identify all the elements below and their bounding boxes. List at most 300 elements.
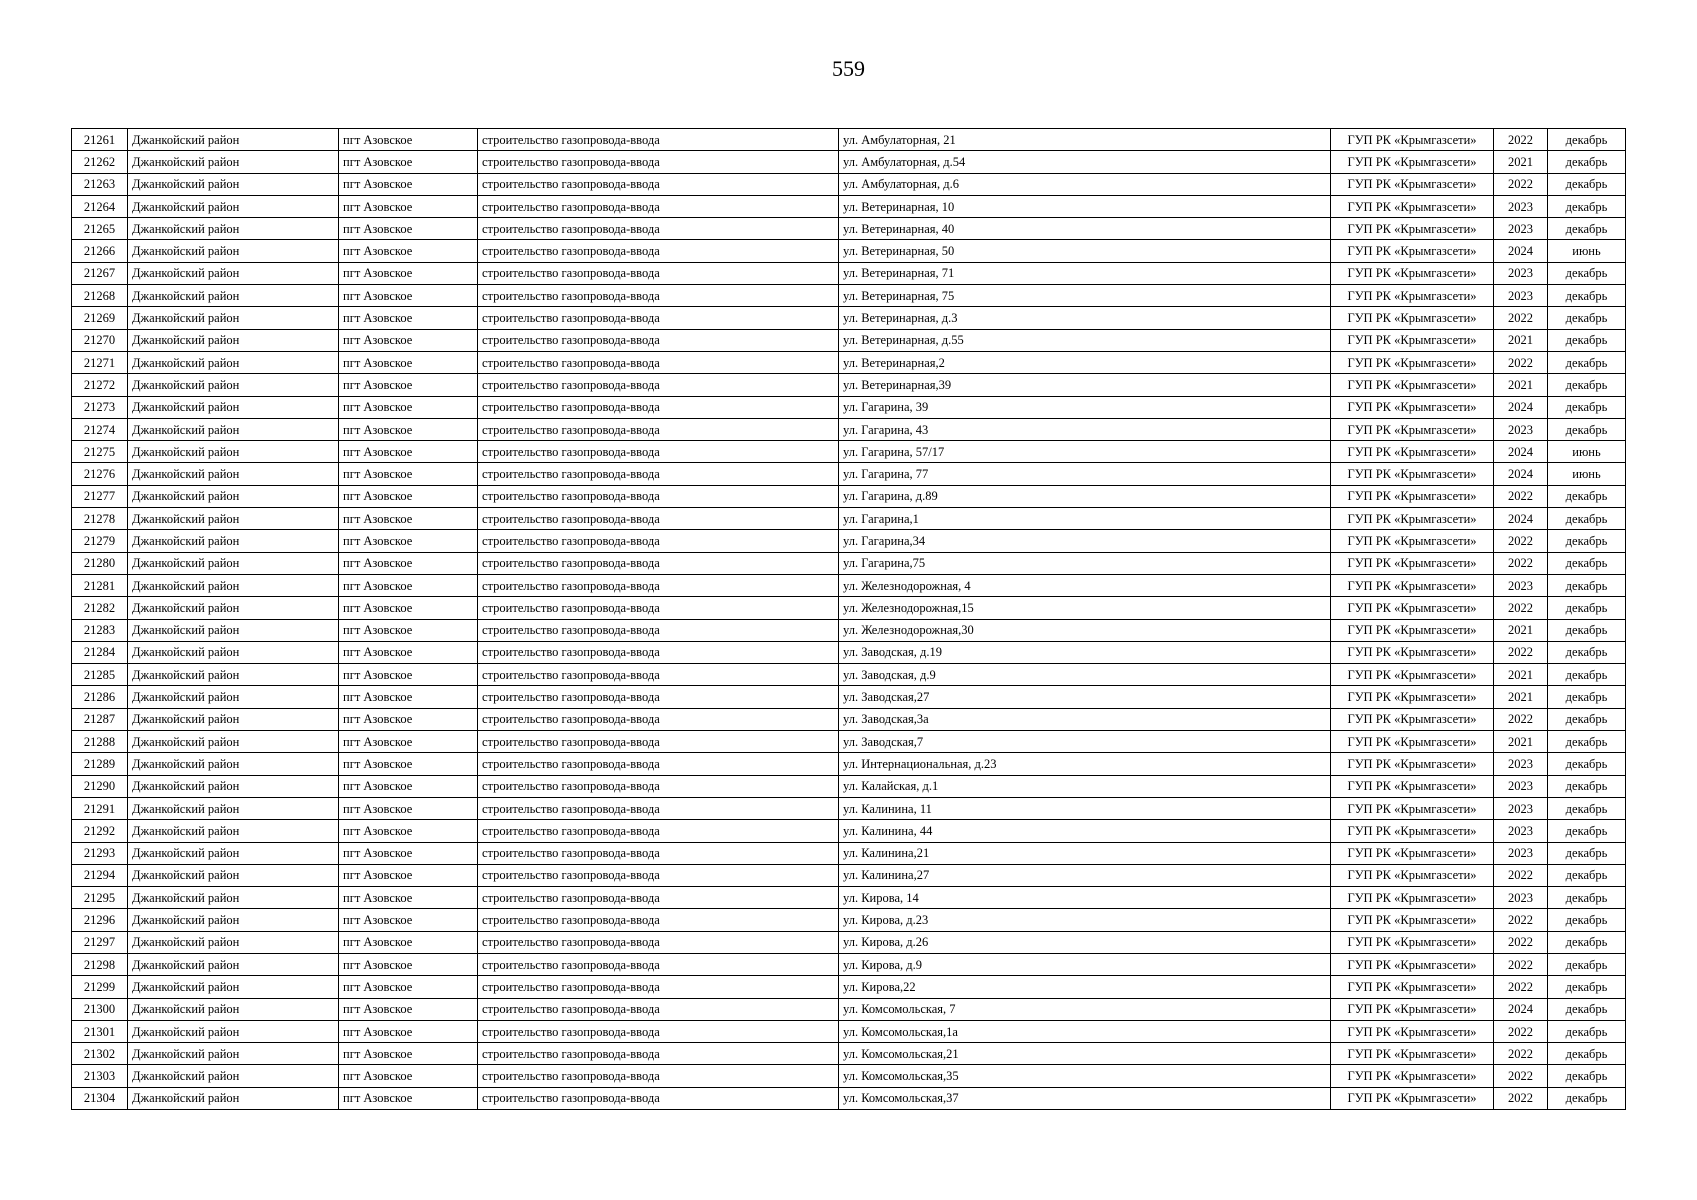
month-cell: декабрь <box>1548 1020 1626 1042</box>
month-cell: декабрь <box>1548 1043 1626 1065</box>
work-type-cell: строительство газопровода-ввода <box>478 864 839 886</box>
table-row <box>72 151 1626 173</box>
address-cell: ул. Ветеринарная, д.3 <box>839 307 1331 329</box>
row-number: 21278 <box>72 508 128 530</box>
row-number: 21285 <box>72 664 128 686</box>
district-cell: Джанкойский район <box>128 820 339 842</box>
month-cell: декабрь <box>1548 307 1626 329</box>
organization-cell: ГУП РК «Крымгазсети» <box>1331 151 1494 173</box>
year-cell: 2022 <box>1494 597 1548 619</box>
settlement-cell: пгт Азовское <box>339 976 478 998</box>
work-type-cell: строительство газопровода-ввода <box>478 909 839 931</box>
row-number: 21303 <box>72 1065 128 1087</box>
year-cell: 2022 <box>1494 976 1548 998</box>
year-cell: 2023 <box>1494 418 1548 440</box>
address-cell: ул. Ветеринарная, 10 <box>839 195 1331 217</box>
month-cell: июнь <box>1548 463 1626 485</box>
year-cell: 2022 <box>1494 351 1548 373</box>
organization-cell: ГУП РК «Крымгазсети» <box>1331 664 1494 686</box>
organization-cell: ГУП РК «Крымгазсети» <box>1331 574 1494 596</box>
district-cell: Джанкойский район <box>128 151 339 173</box>
address-cell: ул. Ветеринарная,39 <box>839 374 1331 396</box>
settlement-cell: пгт Азовское <box>339 842 478 864</box>
work-type-cell: строительство газопровода-ввода <box>478 1020 839 1042</box>
month-cell: декабрь <box>1548 351 1626 373</box>
month-cell: декабрь <box>1548 508 1626 530</box>
year-cell: 2021 <box>1494 151 1548 173</box>
year-cell: 2022 <box>1494 1087 1548 1109</box>
work-type-cell: строительство газопровода-ввода <box>478 1065 839 1087</box>
address-cell: ул. Калинина, 44 <box>839 820 1331 842</box>
address-cell: ул. Гагарина, д.89 <box>839 485 1331 507</box>
month-cell: декабрь <box>1548 864 1626 886</box>
settlement-cell: пгт Азовское <box>339 329 478 351</box>
settlement-cell: пгт Азовское <box>339 664 478 686</box>
work-type-cell: строительство газопровода-ввода <box>478 374 839 396</box>
district-cell: Джанкойский район <box>128 842 339 864</box>
settlement-cell: пгт Азовское <box>339 240 478 262</box>
year-cell: 2023 <box>1494 218 1548 240</box>
work-type-cell: строительство газопровода-ввода <box>478 552 839 574</box>
address-cell: ул. Калайская, д.1 <box>839 775 1331 797</box>
settlement-cell: пгт Азовское <box>339 508 478 530</box>
address-cell: ул. Комсомольская, 7 <box>839 998 1331 1020</box>
organization-cell: ГУП РК «Крымгазсети» <box>1331 262 1494 284</box>
address-cell: ул. Калинина,21 <box>839 842 1331 864</box>
settlement-cell: пгт Азовское <box>339 463 478 485</box>
year-cell: 2021 <box>1494 664 1548 686</box>
settlement-cell: пгт Азовское <box>339 396 478 418</box>
address-cell: ул. Амбулаторная, 21 <box>839 129 1331 151</box>
address-cell: ул. Заводская,27 <box>839 686 1331 708</box>
settlement-cell: пгт Азовское <box>339 129 478 151</box>
address-cell: ул. Комсомольская,21 <box>839 1043 1331 1065</box>
table-row <box>72 619 1626 641</box>
month-cell: декабрь <box>1548 976 1626 998</box>
settlement-cell: пгт Азовское <box>339 530 478 552</box>
address-cell: ул. Комсомольская,37 <box>839 1087 1331 1109</box>
work-type-cell: строительство газопровода-ввода <box>478 953 839 975</box>
district-cell: Джанкойский район <box>128 686 339 708</box>
table-row <box>72 329 1626 351</box>
row-number: 21280 <box>72 552 128 574</box>
work-type-cell: строительство газопровода-ввода <box>478 708 839 730</box>
district-cell: Джанкойский район <box>128 797 339 819</box>
address-cell: ул. Интернациональная, д.23 <box>839 753 1331 775</box>
year-cell: 2022 <box>1494 307 1548 329</box>
registry-body <box>72 129 1626 1110</box>
organization-cell: ГУП РК «Крымгазсети» <box>1331 686 1494 708</box>
table-row <box>72 285 1626 307</box>
settlement-cell: пгт Азовское <box>339 864 478 886</box>
address-cell: ул. Гагарина, 57/17 <box>839 441 1331 463</box>
year-cell: 2022 <box>1494 129 1548 151</box>
organization-cell: ГУП РК «Крымгазсети» <box>1331 396 1494 418</box>
address-cell: ул. Гагарина, 43 <box>839 418 1331 440</box>
settlement-cell: пгт Азовское <box>339 731 478 753</box>
table-row <box>72 820 1626 842</box>
row-number: 21265 <box>72 218 128 240</box>
work-type-cell: строительство газопровода-ввода <box>478 574 839 596</box>
table-row <box>72 864 1626 886</box>
year-cell: 2022 <box>1494 1020 1548 1042</box>
settlement-cell: пгт Азовское <box>339 552 478 574</box>
settlement-cell: пгт Азовское <box>339 218 478 240</box>
settlement-cell: пгт Азовское <box>339 753 478 775</box>
work-type-cell: строительство газопровода-ввода <box>478 641 839 663</box>
year-cell: 2024 <box>1494 396 1548 418</box>
district-cell: Джанкойский район <box>128 731 339 753</box>
month-cell: декабрь <box>1548 731 1626 753</box>
work-type-cell: строительство газопровода-ввода <box>478 597 839 619</box>
table-row <box>72 1065 1626 1087</box>
year-cell: 2023 <box>1494 797 1548 819</box>
district-cell: Джанкойский район <box>128 262 339 284</box>
address-cell: ул. Заводская,7 <box>839 731 1331 753</box>
year-cell: 2022 <box>1494 485 1548 507</box>
organization-cell: ГУП РК «Крымгазсети» <box>1331 887 1494 909</box>
district-cell: Джанкойский район <box>128 887 339 909</box>
year-cell: 2023 <box>1494 820 1548 842</box>
settlement-cell: пгт Азовское <box>339 820 478 842</box>
organization-cell: ГУП РК «Крымгазсети» <box>1331 418 1494 440</box>
month-cell: декабрь <box>1548 530 1626 552</box>
district-cell: Джанкойский район <box>128 1020 339 1042</box>
organization-cell: ГУП РК «Крымгазсети» <box>1331 1065 1494 1087</box>
address-cell: ул. Кирова, д.26 <box>839 931 1331 953</box>
settlement-cell: пгт Азовское <box>339 931 478 953</box>
district-cell: Джанкойский район <box>128 307 339 329</box>
year-cell: 2023 <box>1494 262 1548 284</box>
table-row <box>72 731 1626 753</box>
work-type-cell: строительство газопровода-ввода <box>478 1087 839 1109</box>
settlement-cell: пгт Азовское <box>339 151 478 173</box>
table-row <box>72 129 1626 151</box>
address-cell: ул. Кирова, д.9 <box>839 953 1331 975</box>
settlement-cell: пгт Азовское <box>339 374 478 396</box>
organization-cell: ГУП РК «Крымгазсети» <box>1331 1043 1494 1065</box>
address-cell: ул. Калинина, 11 <box>839 797 1331 819</box>
district-cell: Джанкойский район <box>128 597 339 619</box>
month-cell: декабрь <box>1548 820 1626 842</box>
work-type-cell: строительство газопровода-ввода <box>478 530 839 552</box>
month-cell: декабрь <box>1548 329 1626 351</box>
settlement-cell: пгт Азовское <box>339 574 478 596</box>
address-cell: ул. Железнодорожная,30 <box>839 619 1331 641</box>
address-cell: ул. Ветеринарная, 50 <box>839 240 1331 262</box>
settlement-cell: пгт Азовское <box>339 775 478 797</box>
month-cell: декабрь <box>1548 909 1626 931</box>
organization-cell: ГУП РК «Крымгазсети» <box>1331 285 1494 307</box>
row-number: 21288 <box>72 731 128 753</box>
work-type-cell: строительство газопровода-ввода <box>478 418 839 440</box>
year-cell: 2023 <box>1494 775 1548 797</box>
row-number: 21290 <box>72 775 128 797</box>
organization-cell: ГУП РК «Крымгазсети» <box>1331 351 1494 373</box>
work-type-cell: строительство газопровода-ввода <box>478 1043 839 1065</box>
row-number: 21262 <box>72 151 128 173</box>
table-row <box>72 351 1626 373</box>
year-cell: 2022 <box>1494 708 1548 730</box>
year-cell: 2023 <box>1494 753 1548 775</box>
settlement-cell: пгт Азовское <box>339 418 478 440</box>
table-row <box>72 218 1626 240</box>
work-type-cell: строительство газопровода-ввода <box>478 887 839 909</box>
organization-cell: ГУП РК «Крымгазсети» <box>1331 307 1494 329</box>
district-cell: Джанкойский район <box>128 931 339 953</box>
district-cell: Джанкойский район <box>128 173 339 195</box>
district-cell: Джанкойский район <box>128 508 339 530</box>
organization-cell: ГУП РК «Крымгазсети» <box>1331 552 1494 574</box>
row-number: 21282 <box>72 597 128 619</box>
address-cell: ул. Калинина,27 <box>839 864 1331 886</box>
address-cell: ул. Заводская, д.9 <box>839 664 1331 686</box>
table-row <box>72 307 1626 329</box>
organization-cell: ГУП РК «Крымгазсети» <box>1331 597 1494 619</box>
settlement-cell: пгт Азовское <box>339 641 478 663</box>
month-cell: декабрь <box>1548 797 1626 819</box>
row-number: 21272 <box>72 374 128 396</box>
organization-cell: ГУП РК «Крымгазсети» <box>1331 329 1494 351</box>
work-type-cell: строительство газопровода-ввода <box>478 463 839 485</box>
district-cell: Джанкойский район <box>128 864 339 886</box>
work-type-cell: строительство газопровода-ввода <box>478 329 839 351</box>
year-cell: 2022 <box>1494 641 1548 663</box>
year-cell: 2021 <box>1494 329 1548 351</box>
work-type-cell: строительство газопровода-ввода <box>478 797 839 819</box>
year-cell: 2023 <box>1494 285 1548 307</box>
month-cell: декабрь <box>1548 396 1626 418</box>
work-type-cell: строительство газопровода-ввода <box>478 262 839 284</box>
row-number: 21289 <box>72 753 128 775</box>
organization-cell: ГУП РК «Крымгазсети» <box>1331 1087 1494 1109</box>
row-number: 21270 <box>72 329 128 351</box>
month-cell: декабрь <box>1548 218 1626 240</box>
address-cell: ул. Ветеринарная, 40 <box>839 218 1331 240</box>
table-row <box>72 1043 1626 1065</box>
work-type-cell: строительство газопровода-ввода <box>478 441 839 463</box>
work-type-cell: строительство газопровода-ввода <box>478 753 839 775</box>
settlement-cell: пгт Азовское <box>339 998 478 1020</box>
table-row <box>72 664 1626 686</box>
address-cell: ул. Кирова, д.23 <box>839 909 1331 931</box>
organization-cell: ГУП РК «Крымгазсети» <box>1331 931 1494 953</box>
organization-cell: ГУП РК «Крымгазсети» <box>1331 820 1494 842</box>
table-row <box>72 1020 1626 1042</box>
work-type-cell: строительство газопровода-ввода <box>478 820 839 842</box>
table-row <box>72 574 1626 596</box>
work-type-cell: строительство газопровода-ввода <box>478 508 839 530</box>
settlement-cell: пгт Азовское <box>339 1065 478 1087</box>
address-cell: ул. Комсомольская,35 <box>839 1065 1331 1087</box>
settlement-cell: пгт Азовское <box>339 953 478 975</box>
organization-cell: ГУП РК «Крымгазсети» <box>1331 218 1494 240</box>
month-cell: декабрь <box>1548 129 1626 151</box>
organization-cell: ГУП РК «Крымгазсети» <box>1331 708 1494 730</box>
year-cell: 2022 <box>1494 1065 1548 1087</box>
table-row <box>72 753 1626 775</box>
table-row <box>72 262 1626 284</box>
address-cell: ул. Комсомольская,1а <box>839 1020 1331 1042</box>
year-cell: 2022 <box>1494 931 1548 953</box>
row-number: 21291 <box>72 797 128 819</box>
table-row <box>72 953 1626 975</box>
month-cell: декабрь <box>1548 664 1626 686</box>
year-cell: 2023 <box>1494 842 1548 864</box>
district-cell: Джанкойский район <box>128 1065 339 1087</box>
address-cell: ул. Железнодорожная, 4 <box>839 574 1331 596</box>
month-cell: декабрь <box>1548 151 1626 173</box>
district-cell: Джанкойский район <box>128 753 339 775</box>
month-cell: декабрь <box>1548 998 1626 1020</box>
work-type-cell: строительство газопровода-ввода <box>478 775 839 797</box>
district-cell: Джанкойский район <box>128 218 339 240</box>
work-type-cell: строительство газопровода-ввода <box>478 285 839 307</box>
row-number: 21277 <box>72 485 128 507</box>
year-cell: 2022 <box>1494 909 1548 931</box>
month-cell: декабрь <box>1548 887 1626 909</box>
settlement-cell: пгт Азовское <box>339 173 478 195</box>
organization-cell: ГУП РК «Крымгазсети» <box>1331 842 1494 864</box>
settlement-cell: пгт Азовское <box>339 619 478 641</box>
district-cell: Джанкойский район <box>128 418 339 440</box>
district-cell: Джанкойский район <box>128 396 339 418</box>
table-row <box>72 686 1626 708</box>
table-row <box>72 842 1626 864</box>
organization-cell: ГУП РК «Крымгазсети» <box>1331 976 1494 998</box>
table-row <box>72 976 1626 998</box>
settlement-cell: пгт Азовское <box>339 351 478 373</box>
work-type-cell: строительство газопровода-ввода <box>478 619 839 641</box>
month-cell: декабрь <box>1548 574 1626 596</box>
row-number: 21269 <box>72 307 128 329</box>
year-cell: 2021 <box>1494 731 1548 753</box>
month-cell: декабрь <box>1548 708 1626 730</box>
month-cell: декабрь <box>1548 195 1626 217</box>
row-number: 21274 <box>72 418 128 440</box>
settlement-cell: пгт Азовское <box>339 262 478 284</box>
address-cell: ул. Ветеринарная, 71 <box>839 262 1331 284</box>
organization-cell: ГУП РК «Крымгазсети» <box>1331 619 1494 641</box>
district-cell: Джанкойский район <box>128 530 339 552</box>
district-cell: Джанкойский район <box>128 374 339 396</box>
organization-cell: ГУП РК «Крымгазсети» <box>1331 195 1494 217</box>
settlement-cell: пгт Азовское <box>339 597 478 619</box>
row-number: 21294 <box>72 864 128 886</box>
year-cell: 2021 <box>1494 686 1548 708</box>
work-type-cell: строительство газопровода-ввода <box>478 686 839 708</box>
row-number: 21293 <box>72 842 128 864</box>
year-cell: 2023 <box>1494 887 1548 909</box>
work-type-cell: строительство газопровода-ввода <box>478 731 839 753</box>
address-cell: ул. Кирова, 14 <box>839 887 1331 909</box>
month-cell: декабрь <box>1548 597 1626 619</box>
table-row <box>72 1087 1626 1109</box>
row-number: 21287 <box>72 708 128 730</box>
row-number: 21283 <box>72 619 128 641</box>
district-cell: Джанкойский район <box>128 552 339 574</box>
work-type-cell: строительство газопровода-ввода <box>478 931 839 953</box>
row-number: 21271 <box>72 351 128 373</box>
address-cell: ул. Заводская, д.19 <box>839 641 1331 663</box>
row-number: 21286 <box>72 686 128 708</box>
table-row <box>72 485 1626 507</box>
month-cell: декабрь <box>1548 418 1626 440</box>
organization-cell: ГУП РК «Крымгазсети» <box>1331 797 1494 819</box>
year-cell: 2022 <box>1494 1043 1548 1065</box>
month-cell: декабрь <box>1548 485 1626 507</box>
district-cell: Джанкойский район <box>128 775 339 797</box>
year-cell: 2022 <box>1494 864 1548 886</box>
organization-cell: ГУП РК «Крымгазсети» <box>1331 508 1494 530</box>
address-cell: ул. Амбулаторная, д.6 <box>839 173 1331 195</box>
row-number: 21267 <box>72 262 128 284</box>
table-row <box>72 240 1626 262</box>
address-cell: ул. Ветеринарная, 75 <box>839 285 1331 307</box>
district-cell: Джанкойский район <box>128 708 339 730</box>
district-cell: Джанкойский район <box>128 619 339 641</box>
row-number: 21295 <box>72 887 128 909</box>
registry-table <box>71 128 1626 1110</box>
organization-cell: ГУП РК «Крымгазсети» <box>1331 753 1494 775</box>
month-cell: декабрь <box>1548 173 1626 195</box>
month-cell: декабрь <box>1548 552 1626 574</box>
settlement-cell: пгт Азовское <box>339 195 478 217</box>
row-number: 21266 <box>72 240 128 262</box>
work-type-cell: строительство газопровода-ввода <box>478 351 839 373</box>
row-number: 21297 <box>72 931 128 953</box>
district-cell: Джанкойский район <box>128 998 339 1020</box>
settlement-cell: пгт Азовское <box>339 485 478 507</box>
address-cell: ул. Ветеринарная,2 <box>839 351 1331 373</box>
table-row <box>72 708 1626 730</box>
work-type-cell: строительство газопровода-ввода <box>478 218 839 240</box>
row-number: 21264 <box>72 195 128 217</box>
year-cell: 2024 <box>1494 441 1548 463</box>
organization-cell: ГУП РК «Крымгазсети» <box>1331 641 1494 663</box>
district-cell: Джанкойский район <box>128 485 339 507</box>
row-number: 21298 <box>72 953 128 975</box>
month-cell: декабрь <box>1548 931 1626 953</box>
address-cell: ул. Амбулаторная, д.54 <box>839 151 1331 173</box>
row-number: 21284 <box>72 641 128 663</box>
year-cell: 2022 <box>1494 953 1548 975</box>
settlement-cell: пгт Азовское <box>339 1087 478 1109</box>
table-row <box>72 530 1626 552</box>
address-cell: ул. Кирова,22 <box>839 976 1331 998</box>
district-cell: Джанкойский район <box>128 664 339 686</box>
district-cell: Джанкойский район <box>128 351 339 373</box>
district-cell: Джанкойский район <box>128 1043 339 1065</box>
row-number: 21279 <box>72 530 128 552</box>
month-cell: декабрь <box>1548 641 1626 663</box>
organization-cell: ГУП РК «Крымгазсети» <box>1331 173 1494 195</box>
row-number: 21304 <box>72 1087 128 1109</box>
year-cell: 2022 <box>1494 530 1548 552</box>
district-cell: Джанкойский район <box>128 441 339 463</box>
organization-cell: ГУП РК «Крымгазсети» <box>1331 864 1494 886</box>
row-number: 21281 <box>72 574 128 596</box>
district-cell: Джанкойский район <box>128 1087 339 1109</box>
table-row <box>72 508 1626 530</box>
settlement-cell: пгт Азовское <box>339 708 478 730</box>
district-cell: Джанкойский район <box>128 909 339 931</box>
work-type-cell: строительство газопровода-ввода <box>478 485 839 507</box>
row-number: 21299 <box>72 976 128 998</box>
settlement-cell: пгт Азовское <box>339 441 478 463</box>
row-number: 21296 <box>72 909 128 931</box>
district-cell: Джанкойский район <box>128 641 339 663</box>
